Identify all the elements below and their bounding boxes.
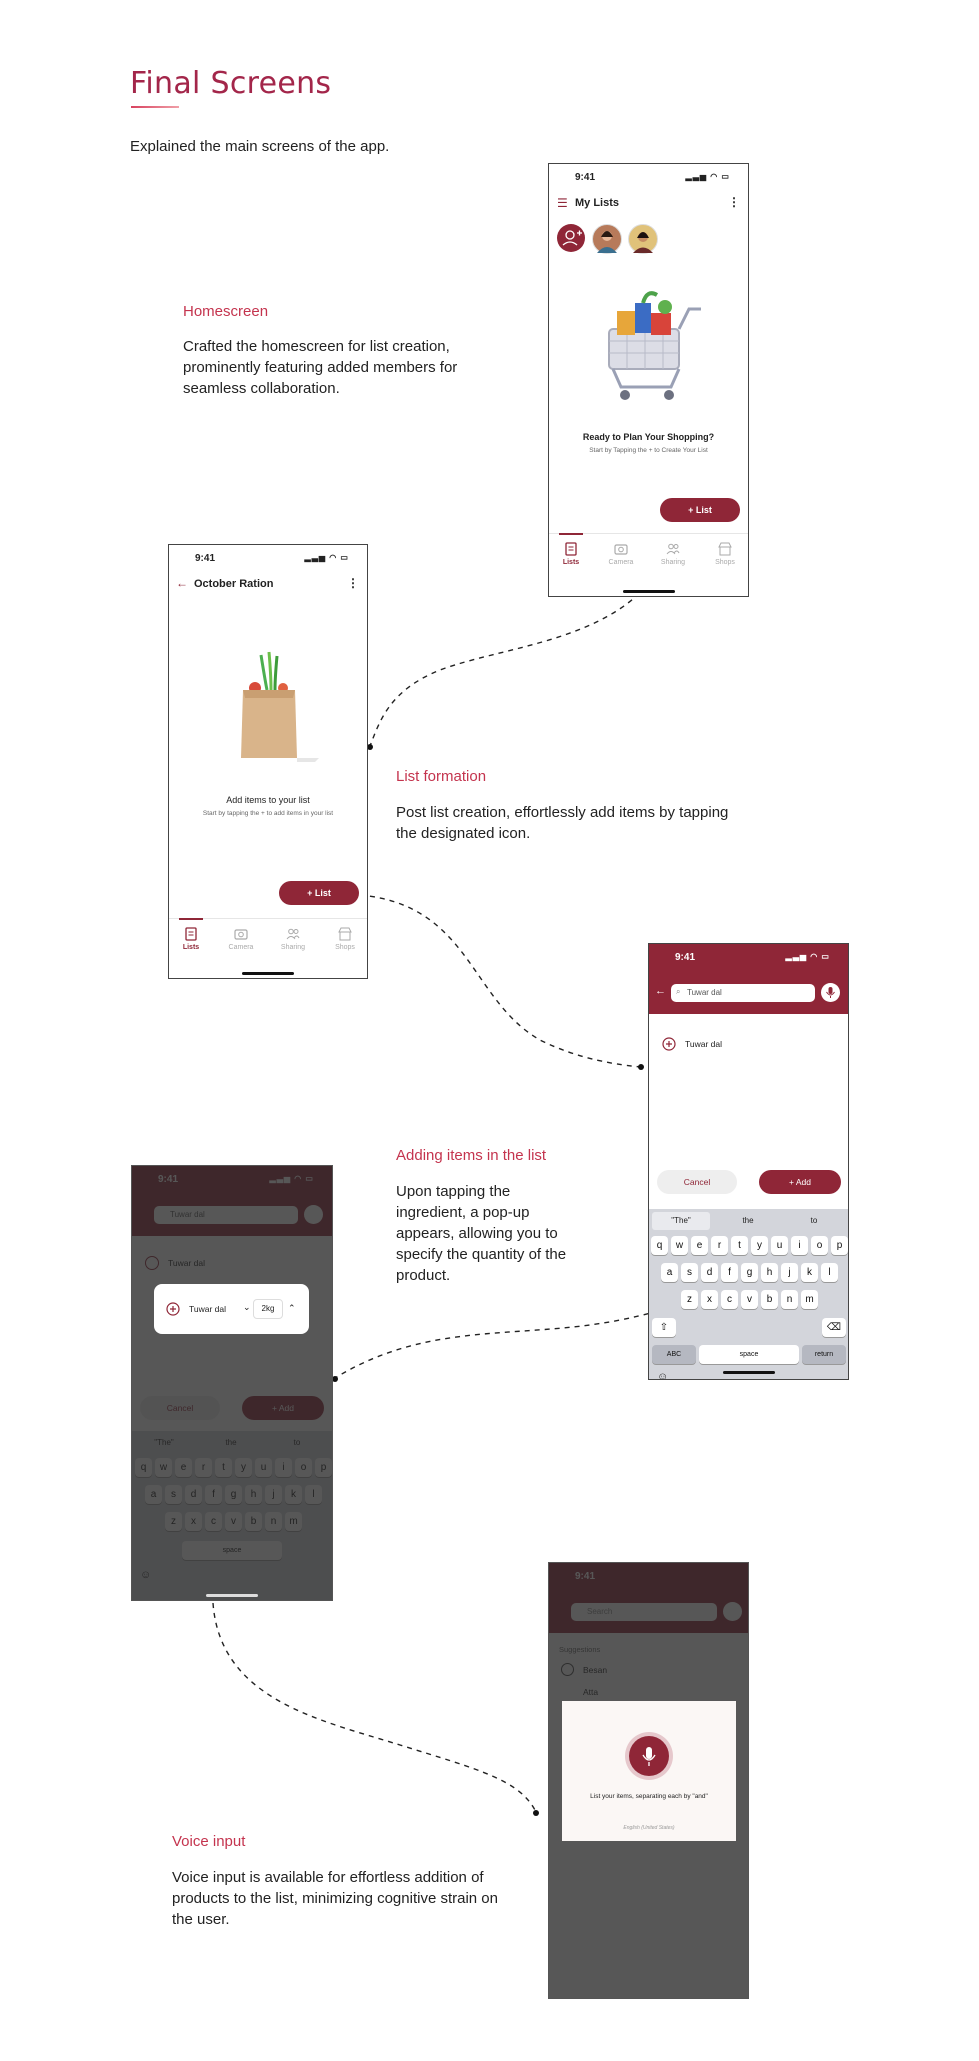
tab-lists[interactable] <box>551 542 591 566</box>
list-icon <box>564 542 578 556</box>
cancel-button[interactable]: Cancel <box>657 1170 737 1194</box>
key-r[interactable]: r <box>711 1236 728 1255</box>
key-h[interactable]: h <box>761 1263 778 1282</box>
chevron-up-icon[interactable]: ⌃ <box>288 1303 296 1313</box>
tab-label: Camera <box>228 944 254 951</box>
mic-icon <box>629 1736 669 1776</box>
shop-icon <box>718 542 732 556</box>
key-k[interactable]: k <box>801 1263 818 1282</box>
status-time: 9:41 <box>575 172 596 183</box>
keyboard-suggestion[interactable]: "The" <box>671 1216 691 1225</box>
tab-sharing[interactable] <box>653 542 693 566</box>
space-key[interactable]: space <box>699 1345 799 1364</box>
add-circle-icon[interactable] <box>662 1037 676 1051</box>
key-a[interactable]: a <box>661 1263 678 1282</box>
search-input[interactable] <box>671 984 815 1002</box>
avatar[interactable] <box>628 224 658 254</box>
voice-dialog <box>562 1701 736 1841</box>
key-s[interactable]: s <box>681 1263 698 1282</box>
home-indicator <box>242 972 294 975</box>
tab-label: Sharing <box>280 944 306 951</box>
phone-homescreen <box>548 163 749 597</box>
chevron-down-icon[interactable]: ⌄ <box>243 1302 251 1312</box>
empty-state-subtitle: Start by tapping the + to add items in your list <box>202 810 334 817</box>
tab-label: Camera <box>608 559 634 566</box>
tab-camera[interactable] <box>221 927 261 951</box>
back-arrow-icon[interactable]: ← <box>176 576 188 590</box>
camera-icon <box>234 927 248 941</box>
search-value: Tuwar dal <box>687 988 722 997</box>
status-icons: ▂▃▅ ◠ ▭ <box>785 952 830 961</box>
tab-bar <box>169 918 367 969</box>
return-key[interactable]: return <box>802 1345 846 1364</box>
empty-state-title: Add items to your list <box>226 795 310 805</box>
tab-label: Shops <box>715 559 735 566</box>
empty-state-title: Ready to Plan Your Shopping? <box>582 432 715 442</box>
adding-items-body: Upon tapping the ingredient, a pop-up appears, allowing you to specify the quantity of the product. <box>396 1183 567 1284</box>
people-icon <box>286 927 300 941</box>
home-indicator <box>206 1594 258 1597</box>
key-g[interactable]: g <box>741 1263 758 1282</box>
key-y[interactable]: y <box>751 1236 768 1255</box>
voice-mic-button[interactable] <box>629 1736 669 1776</box>
add-user-icon <box>557 224 585 252</box>
shopping-cart-illustration <box>591 289 711 409</box>
tab-bar <box>549 533 748 584</box>
phone-search-items <box>648 943 849 1380</box>
quantity-field[interactable]: 2kg <box>253 1299 283 1319</box>
emoji-icon[interactable]: ☺ <box>657 1371 669 1380</box>
avatar[interactable] <box>592 224 622 254</box>
screen-title: My Lists <box>575 197 620 209</box>
adding-items-heading: Adding items in the list <box>396 1147 547 1164</box>
delete-key[interactable]: ⌫ <box>822 1318 846 1337</box>
menu-icon[interactable]: ☰ <box>557 196 568 210</box>
abc-key[interactable]: ABC <box>652 1345 696 1364</box>
keyboard-suggestion[interactable]: to <box>810 1216 818 1225</box>
tab-label: Shops <box>335 944 355 951</box>
key-t[interactable]: t <box>731 1236 748 1255</box>
tab-shops[interactable] <box>705 542 745 566</box>
quantity-popup <box>154 1284 309 1334</box>
home-indicator <box>623 590 675 593</box>
phone-quantity-popup <box>131 1165 333 1601</box>
key-l[interactable]: l <box>821 1263 838 1282</box>
people-icon <box>666 542 680 556</box>
mic-icon <box>821 983 840 1002</box>
key-u[interactable]: u <box>771 1236 788 1255</box>
voice-input-heading: Voice input <box>172 1833 246 1850</box>
key-x[interactable]: x <box>701 1290 718 1309</box>
voice-input-body: Voice input is available for effortless addition of products to the list, minimizing cognitive strain on the user. <box>172 1869 498 1928</box>
list-formation-heading: List formation <box>396 768 487 785</box>
search-icon: ⌕ <box>676 987 681 996</box>
status-time: 9:41 <box>195 553 216 564</box>
list-title: October Ration <box>194 578 274 590</box>
add-member-button[interactable] <box>557 224 585 252</box>
list-formation-body: Post list creation, effortlessly add items by tapping the designated icon. <box>396 804 729 842</box>
status-bar <box>169 545 367 567</box>
voice-language: English (United States) <box>623 1825 675 1831</box>
status-icons: ▂▃▅ ◠ ▭ <box>685 172 730 181</box>
key-e[interactable]: e <box>691 1236 708 1255</box>
add-circle-icon[interactable] <box>166 1302 180 1316</box>
camera-icon <box>614 542 628 556</box>
popup-item-name: Tuwar dal <box>189 1304 227 1314</box>
homescreen-body: Crafted the homescreen for list creation, prominently featuring added members for seamless collaboration. <box>183 338 458 397</box>
page-subtitle: Explained the main screens of the app. <box>130 138 390 155</box>
key-w[interactable]: w <box>671 1236 688 1255</box>
key-f[interactable]: f <box>721 1263 738 1282</box>
key-i[interactable]: i <box>791 1236 808 1255</box>
homescreen-heading: Homescreen <box>183 303 269 320</box>
key-o[interactable]: o <box>811 1236 828 1255</box>
empty-state-subtitle: Start by Tapping the + to Create Your List <box>589 447 708 454</box>
tab-camera[interactable] <box>601 542 641 566</box>
more-icon[interactable]: ⋮ <box>728 195 740 209</box>
voice-prompt: List your items, separating each by "and" <box>590 1793 708 1800</box>
keyboard-suggestion[interactable]: the <box>742 1216 754 1225</box>
add-list-button[interactable]: + List <box>279 881 359 905</box>
key-z[interactable]: z <box>681 1290 698 1309</box>
modal-overlay[interactable] <box>132 1166 332 1600</box>
result-item[interactable]: Tuwar dal <box>685 1039 723 1049</box>
tab-label: Lists <box>562 559 580 566</box>
tab-sharing[interactable] <box>273 927 313 951</box>
key-b[interactable]: b <box>761 1290 778 1309</box>
tab-label: Lists <box>182 944 200 951</box>
add-button[interactable]: + Add <box>759 1170 841 1194</box>
status-bar <box>649 944 848 966</box>
key-p[interactable]: p <box>831 1236 848 1255</box>
more-icon[interactable]: ⋮ <box>347 576 359 590</box>
key-v[interactable]: v <box>741 1290 758 1309</box>
key-d[interactable]: d <box>701 1263 718 1282</box>
grocery-bag-illustration <box>231 650 321 770</box>
status-bar <box>549 164 748 186</box>
mic-button[interactable] <box>821 983 840 1002</box>
back-arrow-icon[interactable]: ← <box>655 985 666 997</box>
key-n[interactable]: n <box>781 1290 798 1309</box>
tab-lists[interactable] <box>171 927 211 951</box>
keyboard <box>649 1209 848 1379</box>
tab-shops[interactable] <box>325 927 365 951</box>
key-c[interactable]: c <box>721 1290 738 1309</box>
shift-key[interactable]: ⇧ <box>652 1318 676 1337</box>
status-time: 9:41 <box>675 952 696 963</box>
tab-label: Sharing <box>660 559 686 566</box>
add-list-button[interactable]: + List <box>660 498 740 522</box>
key-j[interactable]: j <box>781 1263 798 1282</box>
phone-list-formation <box>168 544 368 979</box>
status-icons: ▂▃▅ ◠ ▭ <box>304 553 349 562</box>
key-m[interactable]: m <box>801 1290 818 1309</box>
list-icon <box>184 927 198 941</box>
page-title: Final Screens <box>130 66 332 101</box>
phone-voice-input <box>548 1562 749 1999</box>
home-indicator <box>723 1371 775 1374</box>
shop-icon <box>338 927 352 941</box>
key-q[interactable]: q <box>651 1236 668 1255</box>
